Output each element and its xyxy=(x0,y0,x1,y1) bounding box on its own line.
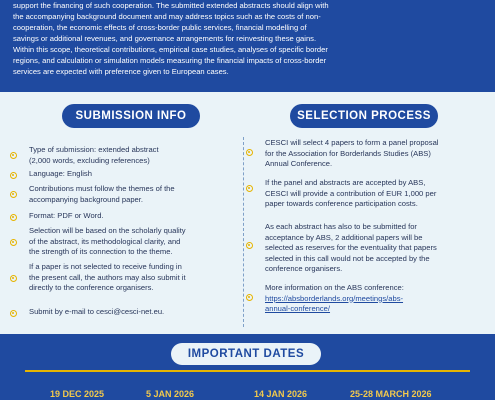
selection-process-heading: SELECTION PROCESS xyxy=(290,104,438,128)
timeline-line xyxy=(25,370,470,372)
submission-item-themes: Contributions must follow the themes of the accompanying background paper. xyxy=(29,184,175,204)
date-3: 14 JAN 2026 xyxy=(254,389,308,399)
bullet-icon xyxy=(246,185,253,192)
submission-item-language: Language: English xyxy=(29,169,92,178)
bullet-icon xyxy=(10,275,17,282)
bullet-icon xyxy=(10,191,17,198)
bullet-icon xyxy=(246,242,253,249)
info-section xyxy=(0,92,495,334)
submission-item-not-selected: If a paper is not selected to receive funding in the present call, the authors may also submit it directly to the conference organisers. xyxy=(29,262,186,293)
intro-line: support the financing of such cooperation. The submitted extended abstracts should align with xyxy=(13,1,329,10)
submission-item-format: Format: PDF or Word. xyxy=(29,211,104,220)
intro-line: cooperation, the economic effects of cross-border public services, financial modelling of xyxy=(13,23,307,32)
column-divider xyxy=(243,137,244,327)
intro-line: the accompanying background document and may address topics such as the costs of non- xyxy=(13,12,321,21)
intro-line: services are expected with preference given to European cases. xyxy=(13,67,229,76)
abs-conference-link[interactable]: https://absborderlands.org/meetings/abs- xyxy=(265,293,404,303)
abs-conference-link-cont[interactable]: annual-conference/ xyxy=(265,304,331,314)
bullet-icon xyxy=(10,239,17,246)
bullet-icon xyxy=(10,152,17,159)
intro-line: regions, and calculation or simulation models measuring the financial impacts of cross-border xyxy=(13,56,327,65)
selection-item-reserves: As each abstract has also to be submitted for acceptance by ABS, 2 additional papers will be selected as reserves for the eventuality that papers selected in this call would not be accepted by the conference organisers. xyxy=(265,222,437,274)
date-1: 19 DEC 2025 xyxy=(50,389,105,399)
intro-line: savings or additional revenues, and governance arrangements for reinvesting these gains. xyxy=(13,34,317,43)
intro-line: Within this scope, theoretical contributions, empirical case studies, analyses of specific border xyxy=(13,45,328,54)
more-info-label: More information on the ABS conference: xyxy=(265,283,404,292)
submission-item-type: Type of submission: extended abstract (2,000 words, excluding references) xyxy=(29,145,159,165)
date-4: 25-28 MARCH 2026 xyxy=(350,389,432,399)
important-dates-heading: IMPORTANT DATES xyxy=(171,343,321,365)
intro-section xyxy=(0,0,495,92)
selection-item-more-info xyxy=(265,283,404,315)
selection-item-panel: CESCI will select 4 papers to form a panel proposal for the Association for Borderlands Studies (ABS) Annual Conference. xyxy=(265,138,439,169)
bullet-icon xyxy=(246,149,253,156)
submission-info-heading: SUBMISSION INFO xyxy=(62,104,200,128)
submission-item-selection: Selection will be based on the scholarly quality of the abstract, its methodological clarity, and the strength of its connection to the theme. xyxy=(29,226,186,257)
submission-item-email: Submit by e-mail to cesci@cesci-net.eu. xyxy=(29,307,165,316)
selection-item-funding: If the panel and abstracts are accepted by ABS, CESCI will provide a contribution of EUR 1,000 per paper towards conference participation costs. xyxy=(265,178,437,209)
bullet-icon xyxy=(10,310,17,317)
date-2: 5 JAN 2026 xyxy=(146,389,195,399)
bullet-icon xyxy=(246,294,253,301)
bullet-icon xyxy=(10,214,17,221)
bullet-icon xyxy=(10,172,17,179)
